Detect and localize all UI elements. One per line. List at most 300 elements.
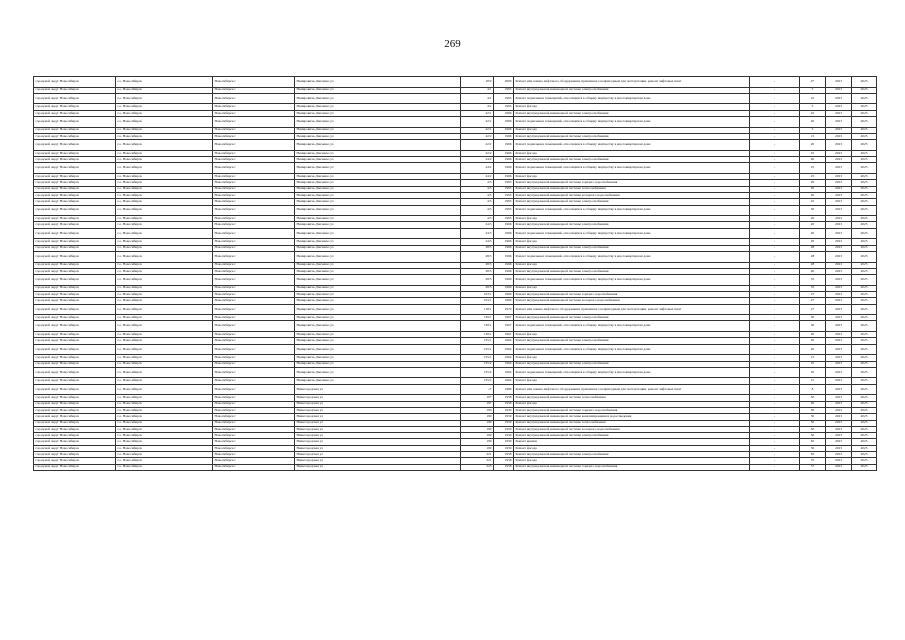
quantity-cell: - xyxy=(750,205,800,216)
quantity-cell: - xyxy=(750,321,800,332)
city-cell: Новосибирск г xyxy=(213,180,295,186)
house-number-cell: 22/2 xyxy=(461,133,494,139)
city-cell: Новосибирск г xyxy=(213,275,295,286)
end-year-cell: 2025 xyxy=(852,338,877,344)
house-number-cell: 155/2 xyxy=(461,361,494,367)
house-number-cell: 28/3 xyxy=(461,245,494,251)
build-year-cell: 1964 xyxy=(494,344,514,355)
locality-cell: г.о. Новосибирск xyxy=(116,355,213,361)
district-cell: городской округ Новосибирск xyxy=(34,439,116,445)
city-cell: Новосибирск г xyxy=(213,304,295,315)
units-cell: 20 xyxy=(800,239,826,245)
street-cell: Нижегородская ул xyxy=(295,433,461,439)
house-number-cell: 4/3 xyxy=(461,199,494,205)
district-cell: городской округ Новосибирск xyxy=(34,140,116,151)
quantity-cell: - xyxy=(750,426,800,432)
build-year-cell: 1965 xyxy=(494,199,514,205)
house-number-cell: 199 xyxy=(461,420,494,426)
district-cell: городской округ Новосибирск xyxy=(34,384,116,395)
units-cell: 10 xyxy=(800,150,826,156)
build-year-cell: 1965 xyxy=(494,192,514,198)
build-year-cell: 1966 xyxy=(494,228,514,239)
locality-cell: г.о. Новосибирск xyxy=(116,291,213,297)
start-year-cell: 2023 xyxy=(826,338,852,344)
table-row xyxy=(34,140,877,151)
street-cell: Нижегородская ул xyxy=(295,439,461,445)
table-row xyxy=(34,93,877,104)
house-number-cell: 199 xyxy=(461,433,494,439)
house-number-cell: 22/1 xyxy=(461,117,494,128)
house-number-cell: 155/2 xyxy=(461,367,494,378)
start-year-cell: 2023 xyxy=(826,199,852,205)
build-year-cell: 1966 xyxy=(494,268,514,274)
house-number-cell: 18/0 xyxy=(461,77,494,88)
end-year-cell: 2025 xyxy=(852,315,877,321)
start-year-cell: 2023 xyxy=(826,157,852,163)
start-year-cell: 2023 xyxy=(826,361,852,367)
work-type-cell: Ремонт внутридомовой инженерной системы холодного водоснабжения xyxy=(514,426,750,432)
city-cell: Новосибирск г xyxy=(213,445,295,451)
units-cell: 30 xyxy=(800,205,826,216)
district-cell: городской округ Новосибирск xyxy=(34,344,116,355)
district-cell: городской округ Новосибирск xyxy=(34,228,116,239)
units-cell: 10 xyxy=(800,199,826,205)
quantity-cell: - xyxy=(750,433,800,439)
build-year-cell: 1964 xyxy=(494,355,514,361)
build-year-cell: 1966 xyxy=(494,150,514,156)
units-cell: 20 xyxy=(800,222,826,228)
district-cell: городской округ Новосибирск xyxy=(34,291,116,297)
quantity-cell: - xyxy=(750,186,800,192)
work-type-cell: Ремонт внутридомовой инженерной системы электроснабжения xyxy=(514,338,750,344)
build-year-cell: 1958 xyxy=(494,464,514,470)
house-number-cell: 103/1 xyxy=(461,291,494,297)
street-cell: Немировича-Данченко ул xyxy=(295,245,461,251)
page-number: 269 xyxy=(444,38,461,50)
quantity-cell: - xyxy=(750,216,800,222)
city-cell: Новосибирск г xyxy=(213,205,295,216)
locality-cell: г.о. Новосибирск xyxy=(116,426,213,432)
locality-cell: г.о. Новосибирск xyxy=(116,140,213,151)
work-type-cell: Ремонт внутридомовой инженерной системы горячего водоснабжения xyxy=(514,407,750,413)
end-year-cell: 2025 xyxy=(852,239,877,245)
table-row xyxy=(34,251,877,262)
street-cell: Немировича-Данченко ул xyxy=(295,321,461,332)
district-cell: городской округ Новосибирск xyxy=(34,110,116,116)
quantity-cell: - xyxy=(750,458,800,464)
work-type-cell: Ремонт подвальных помещений, относящихся к общему имуществу в многоквартирном доме xyxy=(514,93,750,104)
street-cell: Нижегородская ул xyxy=(295,401,461,407)
start-year-cell: 2023 xyxy=(826,251,852,262)
district-cell: городской округ Новосибирск xyxy=(34,192,116,198)
house-number-cell: 4/3 xyxy=(461,186,494,192)
start-year-cell: 2023 xyxy=(826,384,852,395)
quantity-cell: - xyxy=(750,104,800,110)
work-type-cell: Ремонт подвальных помещений, относящихся к общему имуществу в многоквартирном доме xyxy=(514,251,750,262)
district-cell: городской округ Новосибирск xyxy=(34,367,116,378)
build-year-cell: 1966 xyxy=(494,262,514,268)
quantity-cell: - xyxy=(750,367,800,378)
city-cell: Новосибирск г xyxy=(213,157,295,163)
work-type-cell: Ремонт фасада xyxy=(514,332,750,338)
build-year-cell: 1979 xyxy=(494,304,514,315)
build-year-cell: 1969 xyxy=(494,298,514,304)
quantity-cell: - xyxy=(750,110,800,116)
quantity-cell: - xyxy=(750,344,800,355)
units-cell: 20 xyxy=(800,228,826,239)
city-cell: Новосибирск г xyxy=(213,464,295,470)
quantity-cell: - xyxy=(750,245,800,251)
street-cell: Нижегородская ул xyxy=(295,464,461,470)
quantity-cell: - xyxy=(750,127,800,133)
quantity-cell: - xyxy=(750,268,800,274)
locality-cell: г.о. Новосибирск xyxy=(116,315,213,321)
street-cell: Немировича-Данченко ул xyxy=(295,216,461,222)
start-year-cell: 2023 xyxy=(826,268,852,274)
street-cell: Немировича-Данченко ул xyxy=(295,180,461,186)
city-cell: Новосибирск г xyxy=(213,245,295,251)
city-cell: Новосибирск г xyxy=(213,140,295,151)
units-cell: 65 xyxy=(800,452,826,458)
build-year-cell: 1966 xyxy=(494,239,514,245)
street-cell: Немировича-Данченко ул xyxy=(295,199,461,205)
quantity-cell: - xyxy=(750,174,800,180)
end-year-cell: 2025 xyxy=(852,268,877,274)
street-cell: Немировича-Данченко ул xyxy=(295,104,461,110)
start-year-cell: 2023 xyxy=(826,458,852,464)
street-cell: Немировича-Данченко ул xyxy=(295,140,461,151)
build-year-cell: 1966 xyxy=(494,133,514,139)
street-cell: Немировича-Данченко ул xyxy=(295,205,461,216)
district-cell: городской округ Новосибирск xyxy=(34,304,116,315)
district-cell: городской округ Новосибирск xyxy=(34,464,116,470)
build-year-cell: 1965 xyxy=(494,87,514,93)
locality-cell: г.о. Новосибирск xyxy=(116,464,213,470)
build-year-cell: 1966 xyxy=(494,174,514,180)
build-year-cell: 1966 xyxy=(494,222,514,228)
street-cell: Нижегородская ул xyxy=(295,395,461,401)
end-year-cell: 2025 xyxy=(852,104,877,110)
work-type-cell: Ремонт фасада xyxy=(514,285,750,291)
district-cell: городской округ Новосибирск xyxy=(34,361,116,367)
units-cell: 40 xyxy=(800,268,826,274)
work-type-cell: Ремонт внутридомовой инженерной системы горячего водоснабжения xyxy=(514,464,750,470)
end-year-cell: 2025 xyxy=(852,133,877,139)
house-number-cell: 199 xyxy=(461,426,494,432)
locality-cell: г.о. Новосибирск xyxy=(116,414,213,420)
locality-cell: г.о. Новосибирск xyxy=(116,87,213,93)
locality-cell: г.о. Новосибирск xyxy=(116,228,213,239)
units-cell: 28 xyxy=(800,245,826,251)
street-cell: Немировича-Данченко ул xyxy=(295,361,461,367)
quantity-cell: - xyxy=(750,285,800,291)
register-rows xyxy=(34,77,877,471)
end-year-cell: 2025 xyxy=(852,140,877,151)
build-year-cell: 1959 xyxy=(494,439,514,445)
start-year-cell: 2023 xyxy=(826,239,852,245)
end-year-cell: 2025 xyxy=(852,93,877,104)
district-cell: городской округ Новосибирск xyxy=(34,285,116,291)
end-year-cell: 2025 xyxy=(852,163,877,174)
city-cell: Новосибирск г xyxy=(213,192,295,198)
quantity-cell: - xyxy=(750,445,800,451)
quantity-cell: - xyxy=(750,180,800,186)
locality-cell: г.о. Новосибирск xyxy=(116,163,213,174)
city-cell: Новосибирск г xyxy=(213,401,295,407)
locality-cell: г.о. Новосибирск xyxy=(116,401,213,407)
locality-cell: г.о. Новосибирск xyxy=(116,445,213,451)
end-year-cell: 2025 xyxy=(852,378,877,384)
street-cell: Немировича-Данченко ул xyxy=(295,285,461,291)
end-year-cell: 2025 xyxy=(852,216,877,222)
table-row xyxy=(34,163,877,174)
end-year-cell: 2025 xyxy=(852,174,877,180)
city-cell: Новосибирск г xyxy=(213,133,295,139)
quantity-cell: - xyxy=(750,117,800,128)
district-cell: городской округ Новосибирск xyxy=(34,275,116,286)
quantity-cell: - xyxy=(750,452,800,458)
work-type-cell: Ремонт фасада xyxy=(514,445,750,451)
house-number-cell: 155/1 xyxy=(461,344,494,355)
locality-cell: г.о. Новосибирск xyxy=(116,157,213,163)
table-row xyxy=(34,304,877,315)
start-year-cell: 2023 xyxy=(826,262,852,268)
house-number-cell: 17 xyxy=(461,384,494,395)
end-year-cell: 2025 xyxy=(852,361,877,367)
end-year-cell: 2025 xyxy=(852,157,877,163)
start-year-cell: 2023 xyxy=(826,401,852,407)
units-cell: 15 xyxy=(800,355,826,361)
units-cell: 27 xyxy=(800,291,826,297)
house-number-cell: 197 xyxy=(461,395,494,401)
end-year-cell: 2025 xyxy=(852,445,877,451)
start-year-cell: 2023 xyxy=(826,275,852,286)
city-cell: Новосибирск г xyxy=(213,262,295,268)
house-number-cell: 221 xyxy=(461,458,494,464)
build-year-cell: 1964 xyxy=(494,378,514,384)
units-cell: 28 xyxy=(800,262,826,268)
work-type-cell: Ремонт внутридомовой инженерной системы электроснабжения xyxy=(514,268,750,274)
work-type-cell: Ремонт внутридомовой инженерной системы электроснабжения xyxy=(514,87,750,93)
street-cell: Нижегородская ул xyxy=(295,452,461,458)
city-cell: Новосибирск г xyxy=(213,222,295,228)
locality-cell: г.о. Новосибирск xyxy=(116,262,213,268)
quantity-cell: - xyxy=(750,222,800,228)
units-cell: 20 xyxy=(800,117,826,128)
city-cell: Новосибирск г xyxy=(213,458,295,464)
house-number-cell: 4/3 xyxy=(461,180,494,186)
street-cell: Немировича-Данченко ул xyxy=(295,192,461,198)
table-row xyxy=(34,205,877,216)
city-cell: Новосибирск г xyxy=(213,291,295,297)
work-type-cell: Ремонт подвальных помещений, относящихся к общему имуществу в многоквартирном доме xyxy=(514,163,750,174)
quantity-cell: - xyxy=(750,163,800,174)
start-year-cell: 2023 xyxy=(826,205,852,216)
house-number-cell: 197 xyxy=(461,401,494,407)
quantity-cell: - xyxy=(750,395,800,401)
city-cell: Новосибирск г xyxy=(213,110,295,116)
end-year-cell: 2025 xyxy=(852,222,877,228)
street-cell: Нижегородская ул xyxy=(295,426,461,432)
end-year-cell: 2025 xyxy=(852,186,877,192)
start-year-cell: 2023 xyxy=(826,445,852,451)
street-cell: Немировича-Данченко ул xyxy=(295,268,461,274)
work-type-cell: Ремонт подвальных помещений, относящихся к общему имуществу в многоквартирном доме xyxy=(514,117,750,128)
work-type-cell: Ремонт или замена лифтового оборудования, признанного непригодным для эксплуатации, ремонт лифтовых шахт xyxy=(514,384,750,395)
quantity-cell: - xyxy=(750,361,800,367)
city-cell: Новосибирск г xyxy=(213,127,295,133)
end-year-cell: 2025 xyxy=(852,251,877,262)
start-year-cell: 2023 xyxy=(826,407,852,413)
locality-cell: г.о. Новосибирск xyxy=(116,395,213,401)
street-cell: Нижегородская ул xyxy=(295,420,461,426)
units-cell: 57 xyxy=(800,464,826,470)
street-cell: Немировича-Данченко ул xyxy=(295,298,461,304)
street-cell: Немировича-Данченко ул xyxy=(295,251,461,262)
street-cell: Немировича-Данченко ул xyxy=(295,338,461,344)
units-cell: 40 xyxy=(800,401,826,407)
build-year-cell: 1967 xyxy=(494,321,514,332)
build-year-cell: 1964 xyxy=(494,367,514,378)
house-number-cell: 103/1 xyxy=(461,298,494,304)
street-cell: Немировича-Данченко ул xyxy=(295,157,461,163)
units-cell: 25 xyxy=(800,163,826,174)
units-cell: 20 xyxy=(800,344,826,355)
start-year-cell: 2023 xyxy=(826,117,852,128)
work-type-cell: Ремонт внутридомовой инженерной системы теплоснабжения xyxy=(514,420,750,426)
district-cell: городской округ Новосибирск xyxy=(34,150,116,156)
units-cell: 5 xyxy=(800,87,826,93)
end-year-cell: 2025 xyxy=(852,199,877,205)
quantity-cell: - xyxy=(750,407,800,413)
build-year-cell: 1967 xyxy=(494,315,514,321)
work-type-cell: Ремонт подвальных помещений, относящихся к общему имуществу в многоквартирном доме xyxy=(514,367,750,378)
build-year-cell: 1959 xyxy=(494,420,514,426)
start-year-cell: 2023 xyxy=(826,378,852,384)
units-cell: 20 xyxy=(800,186,826,192)
work-type-cell: Ремонт подвальных помещений, относящихся к общему имуществу в многоквартирном доме xyxy=(514,275,750,286)
quantity-cell: - xyxy=(750,338,800,344)
register-sheet xyxy=(33,76,876,471)
build-year-cell: 1958 xyxy=(494,401,514,407)
house-number-cell: 22/2 xyxy=(461,140,494,151)
work-type-cell: Ремонт фасада xyxy=(514,127,750,133)
build-year-cell: 1965 xyxy=(494,186,514,192)
street-cell: Немировича-Данченко ул xyxy=(295,228,461,239)
units-cell: 15 xyxy=(800,133,826,139)
street-cell: Нижегородская ул xyxy=(295,384,461,395)
quantity-cell: - xyxy=(750,275,800,286)
end-year-cell: 2025 xyxy=(852,452,877,458)
city-cell: Новосибирск г xyxy=(213,378,295,384)
quantity-cell: - xyxy=(750,262,800,268)
start-year-cell: 2023 xyxy=(826,332,852,338)
street-cell: Немировича-Данченко ул xyxy=(295,315,461,321)
city-cell: Новосибирск г xyxy=(213,186,295,192)
start-year-cell: 2023 xyxy=(826,163,852,174)
street-cell: Немировича-Данченко ул xyxy=(295,367,461,378)
quantity-cell: - xyxy=(750,378,800,384)
district-cell: городской округ Новосибирск xyxy=(34,458,116,464)
locality-cell: г.о. Новосибирск xyxy=(116,180,213,186)
city-cell: Новосибирск г xyxy=(213,117,295,128)
street-cell: Немировича-Данченко ул xyxy=(295,222,461,228)
quantity-cell: - xyxy=(750,239,800,245)
district-cell: городской округ Новосибирск xyxy=(34,245,116,251)
work-type-cell: Ремонт внутридомовой инженерной системы электроснабжения xyxy=(514,452,750,458)
district-cell: городской округ Новосибирск xyxy=(34,298,116,304)
start-year-cell: 2023 xyxy=(826,127,852,133)
locality-cell: г.о. Новосибирск xyxy=(116,117,213,128)
units-cell: 30 xyxy=(800,321,826,332)
house-number-cell: 118/1 xyxy=(461,304,494,315)
house-number-cell: 22/2 xyxy=(461,150,494,156)
city-cell: Новосибирск г xyxy=(213,77,295,88)
street-cell: Нижегородская ул xyxy=(295,414,461,420)
units-cell: 20 xyxy=(800,332,826,338)
street-cell: Немировича-Данченко ул xyxy=(295,378,461,384)
city-cell: Новосибирск г xyxy=(213,332,295,338)
city-cell: Новосибирск г xyxy=(213,395,295,401)
start-year-cell: 2023 xyxy=(826,222,852,228)
start-year-cell: 2023 xyxy=(826,304,852,315)
table-row xyxy=(34,384,877,395)
locality-cell: г.о. Новосибирск xyxy=(116,186,213,192)
start-year-cell: 2023 xyxy=(826,420,852,426)
street-cell: Немировича-Данченко ул xyxy=(295,87,461,93)
quantity-cell: - xyxy=(750,298,800,304)
locality-cell: г.о. Новосибирск xyxy=(116,133,213,139)
end-year-cell: 2025 xyxy=(852,304,877,315)
work-type-cell: Ремонт фасада xyxy=(514,401,750,407)
city-cell: Новосибирск г xyxy=(213,407,295,413)
quantity-cell: - xyxy=(750,414,800,420)
start-year-cell: 2023 xyxy=(826,93,852,104)
street-cell: Немировича-Данченко ул xyxy=(295,163,461,174)
locality-cell: г.о. Новосибирск xyxy=(116,251,213,262)
locality-cell: г.о. Новосибирск xyxy=(116,407,213,413)
work-type-cell: Ремонт фасада xyxy=(514,355,750,361)
quantity-cell: - xyxy=(750,332,800,338)
end-year-cell: 2025 xyxy=(852,291,877,297)
end-year-cell: 2025 xyxy=(852,384,877,395)
units-cell: 15 xyxy=(800,378,826,384)
house-number-cell: 28/5 xyxy=(461,275,494,286)
units-cell: 70 xyxy=(800,458,826,464)
end-year-cell: 2025 xyxy=(852,150,877,156)
house-number-cell: 28/3 xyxy=(461,251,494,262)
quantity-cell: - xyxy=(750,199,800,205)
locality-cell: г.о. Новосибирск xyxy=(116,439,213,445)
start-year-cell: 2023 xyxy=(826,150,852,156)
street-cell: Немировича-Данченко ул xyxy=(295,262,461,268)
locality-cell: г.о. Новосибирск xyxy=(116,361,213,367)
start-year-cell: 2023 xyxy=(826,110,852,116)
start-year-cell: 2023 xyxy=(826,464,852,470)
quantity-cell: - xyxy=(750,315,800,321)
end-year-cell: 2025 xyxy=(852,127,877,133)
street-cell: Немировича-Данченко ул xyxy=(295,291,461,297)
units-cell: 28 xyxy=(800,251,826,262)
city-cell: Новосибирск г xyxy=(213,251,295,262)
quantity-cell: - xyxy=(750,150,800,156)
build-year-cell: 1959 xyxy=(494,433,514,439)
build-year-cell: 1959 xyxy=(494,414,514,420)
city-cell: Новосибирск г xyxy=(213,87,295,93)
locality-cell: г.о. Новосибирск xyxy=(116,199,213,205)
units-cell: 8 xyxy=(800,384,826,395)
units-cell: 20 xyxy=(800,338,826,344)
